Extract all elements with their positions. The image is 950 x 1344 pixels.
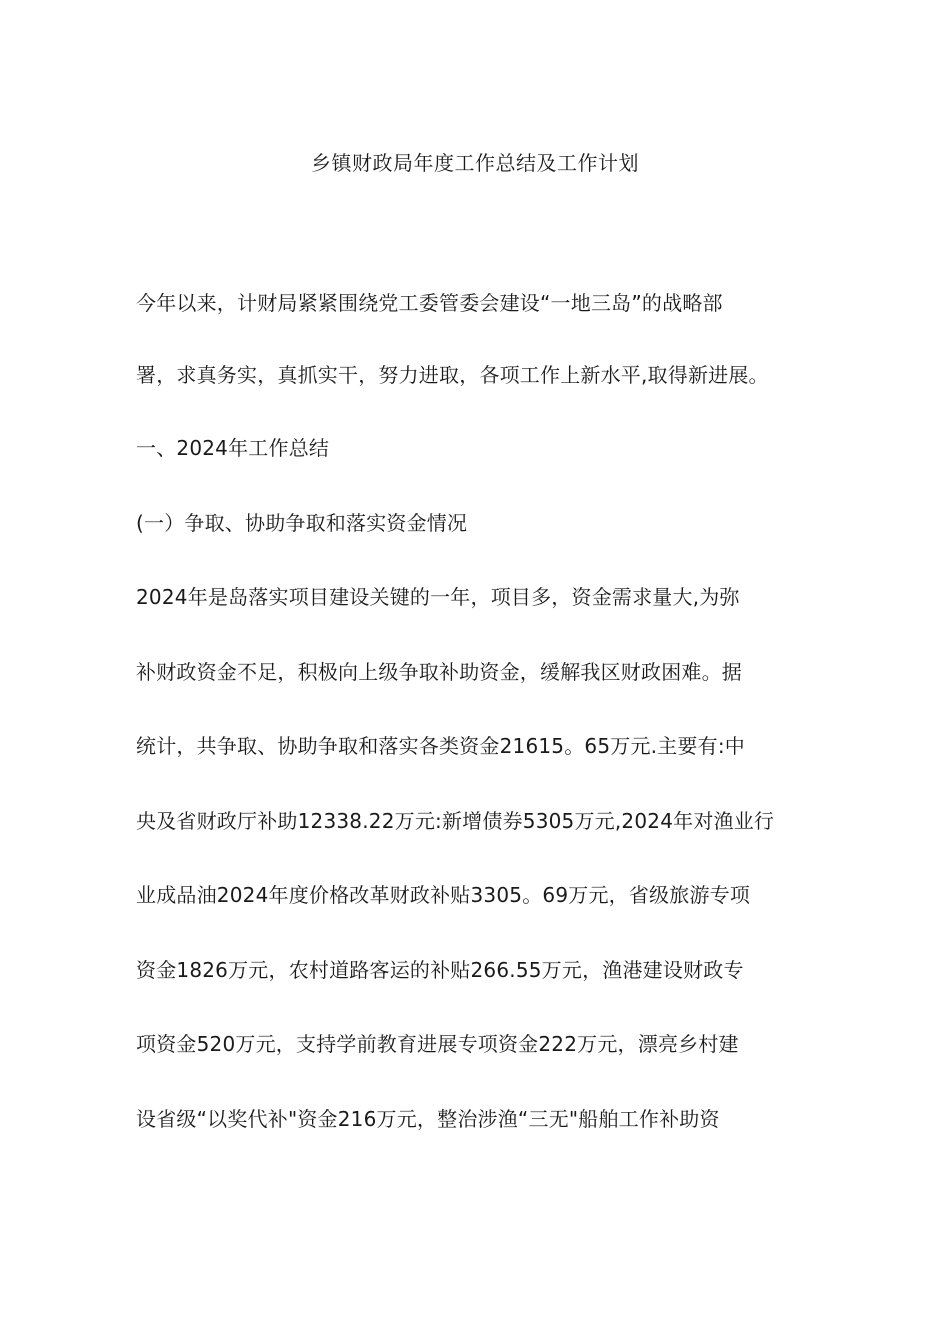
subsection-heading: (一）争取、协助争取和落实资金情况 bbox=[136, 511, 468, 535]
body-line-3: 统计，共争取、协助争取和落实各类资金21615。65万元.主要有:中 bbox=[136, 734, 745, 758]
body-line-8: 设省级“以奖代补"资金216万元，整治涉渔“三无"船舶工作补助资 bbox=[136, 1107, 720, 1131]
section-heading: 一、2024年工作总结 bbox=[136, 436, 330, 460]
body-line-7: 项资金520万元，支持学前教育进展专项资金222万元，漂亮乡村建 bbox=[136, 1032, 739, 1056]
document-title: 乡镇财政局年度工作总结及工作计划 bbox=[311, 151, 639, 175]
body-line-4: 央及省财政厅补助12338.22万元:新增债券5305万元,2024年对渔业行 bbox=[136, 809, 775, 833]
intro-line-1: 今年以来，计财局紧紧围绕党工委管委会建设“一地三岛”的战略部 bbox=[136, 291, 723, 315]
intro-line-2: 署，求真务实，真抓实干，努力进取，各项工作上新水平,取得新进展。 bbox=[136, 363, 769, 387]
body-line-2: 补财政资金不足，积极向上级争取补助资金，缓解我区财政困难。据 bbox=[136, 660, 742, 684]
body-line-6: 资金1826万元，农村道路客运的补贴266.55万元，渔港建设财政专 bbox=[136, 958, 744, 982]
body-line-5: 业成品油2024年度价格改革财政补贴3305。69万元，省级旅游专项 bbox=[136, 883, 751, 907]
body-line-1: 2024年是岛落实项目建设关键的一年，项目多，资金需求量大,为弥 bbox=[136, 585, 740, 609]
